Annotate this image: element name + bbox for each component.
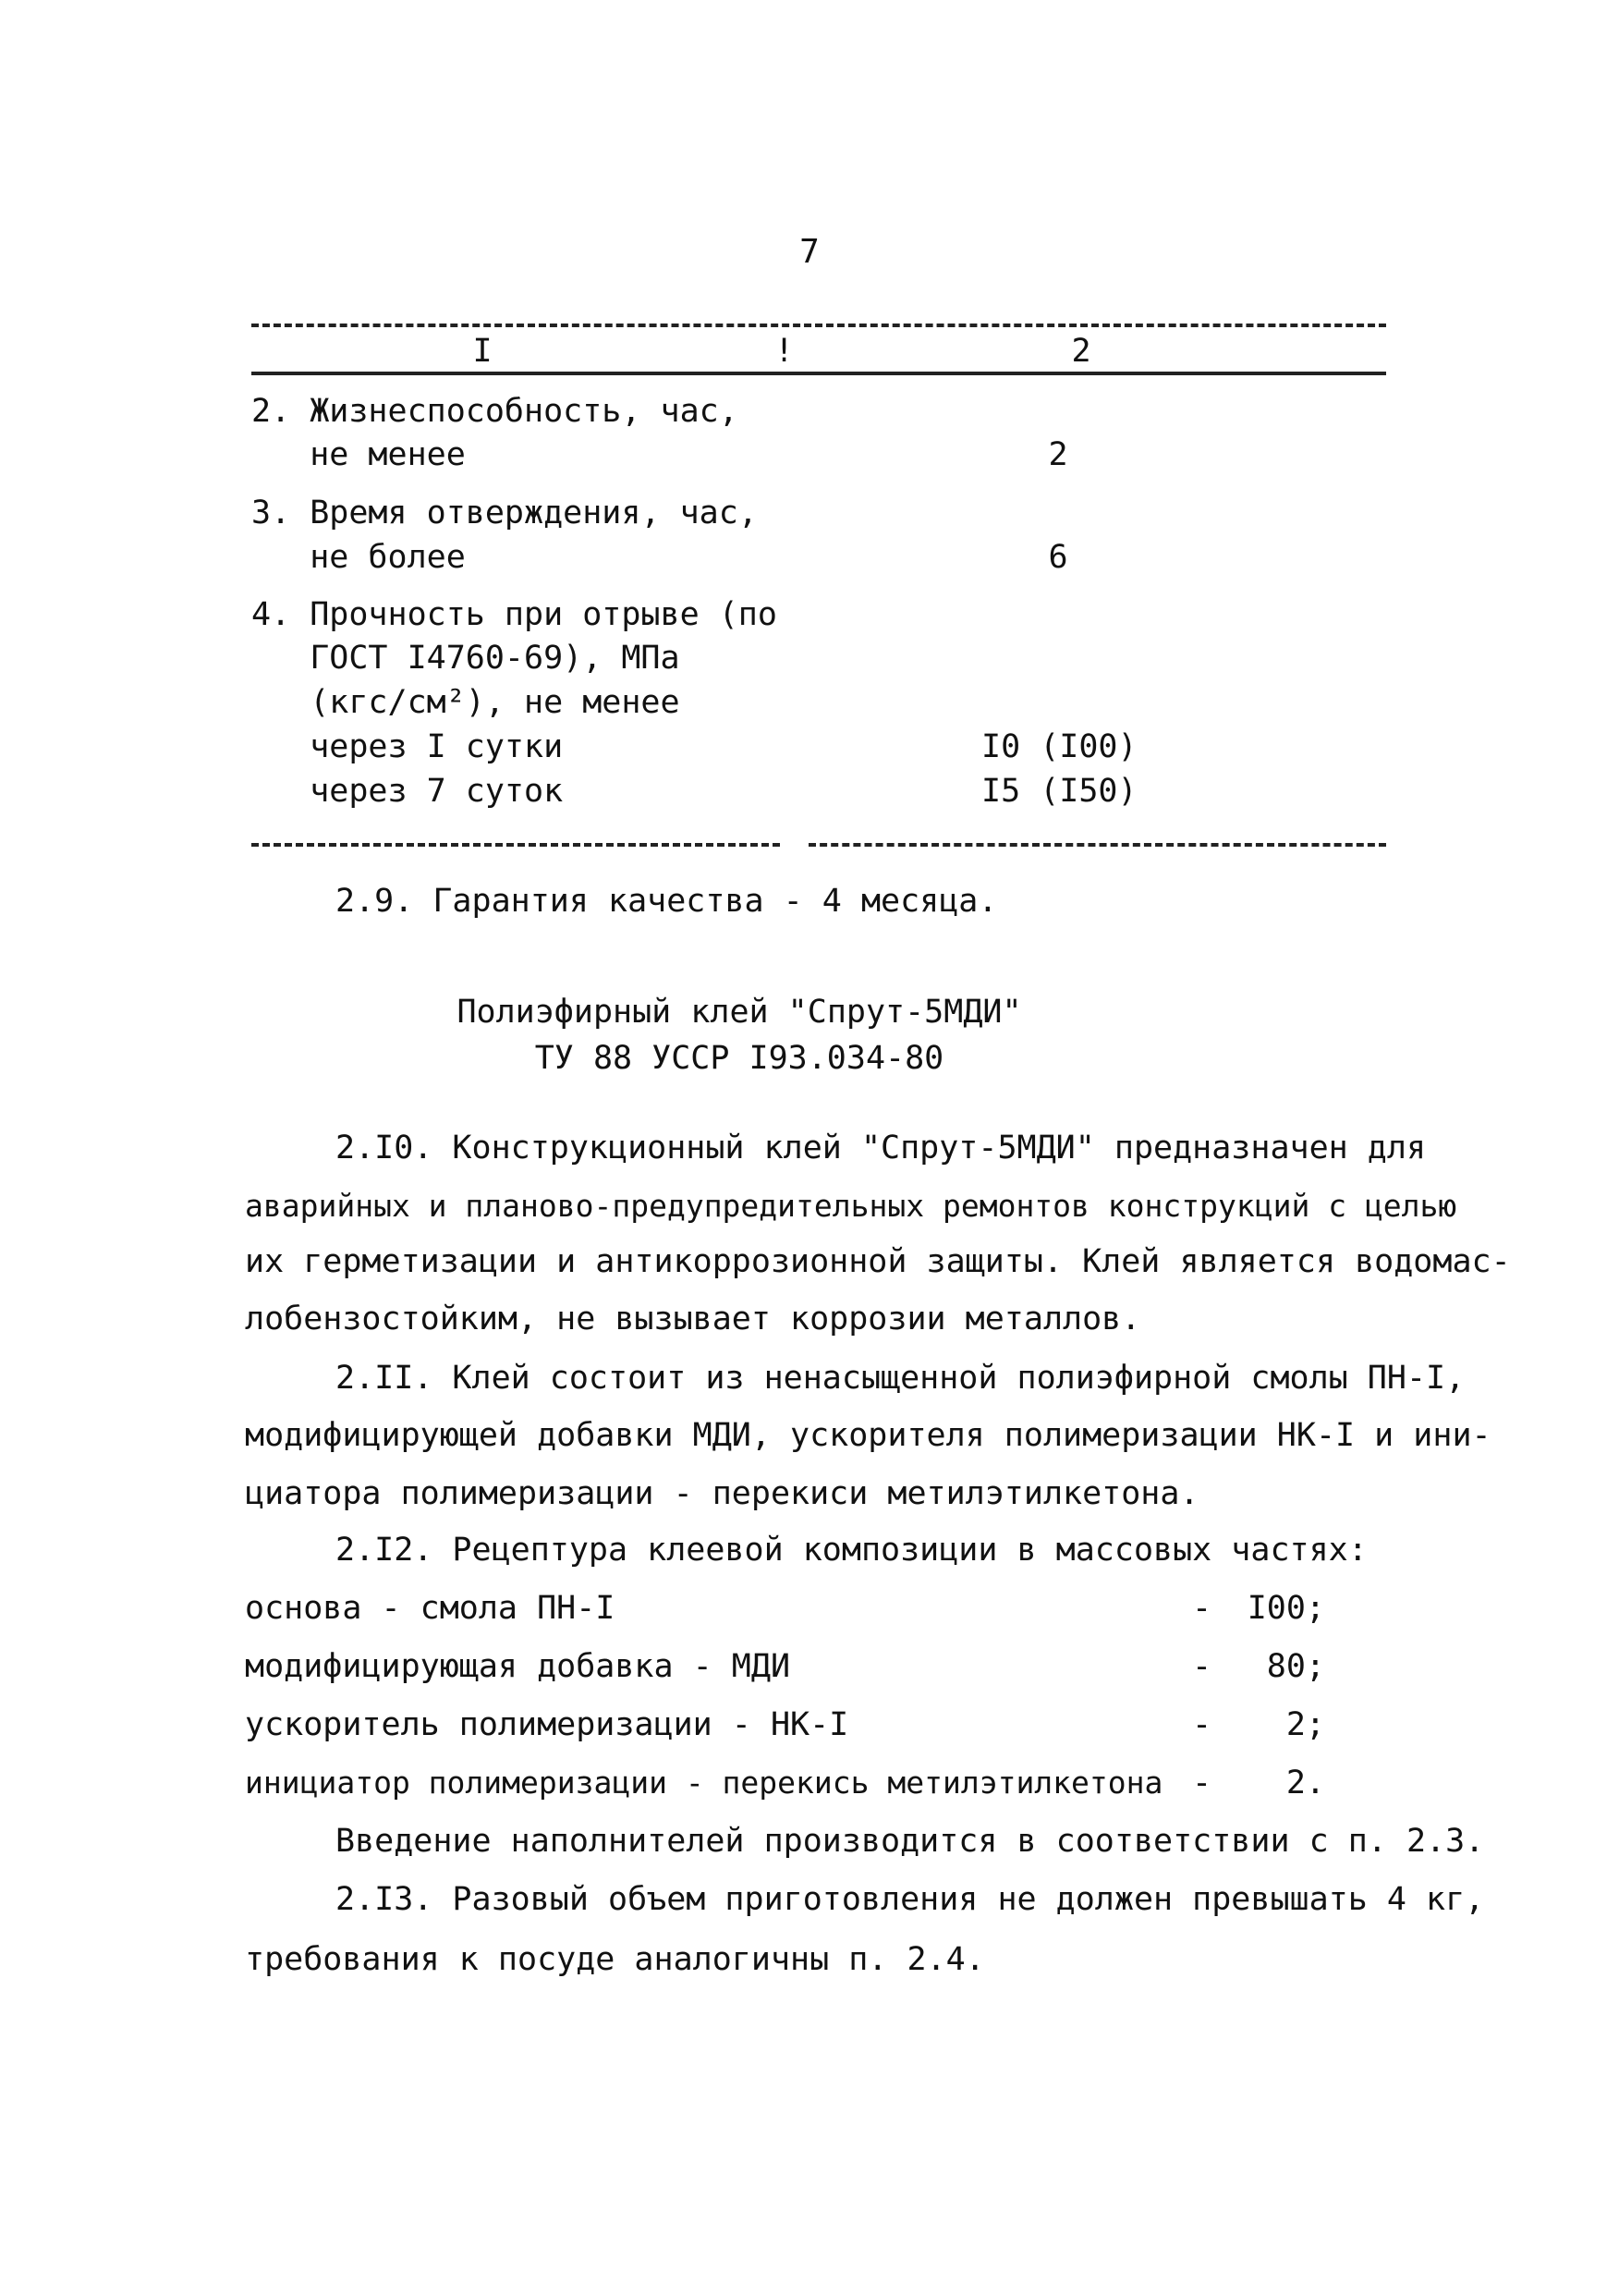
recipe-item-4-name: инициатор полимеризации - перекись метилэтилкетона <box>245 1765 1163 1801</box>
recipe-item-2-name: модифицирующая добавка - МДИ <box>245 1648 791 1685</box>
table-row-3-line-3: (кгс/см²), не менее <box>251 684 680 721</box>
paragraph-2-13-line-2: требования к посуде аналогичны п. 2.4. <box>245 1941 985 1978</box>
table-row-3-line-1: 4. Прочность при отрыве (по <box>251 596 777 633</box>
table-row-2-line-1: 3. Время отверждения, час, <box>251 495 758 531</box>
section-heading-line-2: ТУ 88 УССР I93.034-80 <box>534 1040 944 1077</box>
paragraph-2-10-line-3: их герметизации и антикоррозионной защиты. Клей является водомас- <box>245 1243 1511 1280</box>
table-row-5-value: I5 (I50) <box>981 773 1138 810</box>
recipe-item-4-amount: 2. <box>1285 1765 1325 1801</box>
paragraph-2-11-line-3: циатора полимеризации - перекиси метилэтилкетона. <box>245 1475 1199 1512</box>
table-row-2-line-2: не более <box>251 539 466 576</box>
table-row-4-value: I0 (I00) <box>981 728 1138 765</box>
table-bottom-rule-right <box>809 843 1386 847</box>
table-row-1-line-1: 2. Жизнеспособность, час, <box>251 393 738 430</box>
table-bottom-rule-left <box>251 843 780 847</box>
recipe-item-1-amount: I00; <box>1247 1590 1325 1627</box>
table-header-col1: I <box>472 333 493 370</box>
recipe-item-2-dash: - <box>1192 1648 1212 1685</box>
table-row-5-label: через 7 суток <box>251 773 564 810</box>
table-header-col2: 2 <box>1071 333 1091 370</box>
paragraph-2-9: 2.9. Гарантия качества - 4 месяца. <box>335 883 998 920</box>
recipe-item-4-dash: - <box>1192 1765 1212 1801</box>
section-heading-line-1: Полиэфирный клей "Спрут-5МДИ" <box>456 994 1022 1031</box>
table-header-separator: ! <box>774 333 795 370</box>
paragraph-2-12: 2.I2. Рецептура клеевой композиции в массовых частях: <box>335 1532 1368 1569</box>
paragraph-2-11-line-2: модифицирующей добавки МДИ, ускорителя полимеризации НК-I и ини- <box>245 1417 1491 1454</box>
table-top-rule <box>251 324 1386 327</box>
recipe-item-3-dash: - <box>1192 1706 1212 1743</box>
table-row-3-line-2: ГОСТ I4760-69), МПа <box>251 640 680 677</box>
recipe-item-1-dash: - <box>1192 1590 1212 1627</box>
paragraph-2-10-line-1: 2.I0. Конструкционный клей "Спрут-5МДИ" предназначен для <box>335 1130 1427 1166</box>
recipe-item-3-amount: 2; <box>1285 1706 1325 1743</box>
page-number: 7 <box>799 233 820 271</box>
table-header-rule <box>251 372 1386 375</box>
paragraph-fillers: Введение наполнителей производится в соответствии с п. 2.3. <box>335 1823 1485 1860</box>
paragraph-2-11-line-1: 2.II. Клей состоит из ненасыщенной полиэфирной смолы ПН-I, <box>335 1360 1466 1397</box>
recipe-item-3-name: ускоритель полимеризации - НК-I <box>245 1706 849 1743</box>
recipe-item-2-amount: 80; <box>1266 1648 1325 1685</box>
paragraph-2-13-line-1: 2.I3. Разовый объем приготовления не должен превышать 4 кг, <box>335 1881 1485 1918</box>
recipe-item-1-name: основа - смола ПН-I <box>245 1590 615 1627</box>
table-row-1-value: 2 <box>1048 436 1068 473</box>
table-row-4-label: через I сутки <box>251 728 564 765</box>
table-row-2-value: 6 <box>1048 539 1068 576</box>
paragraph-2-10-line-2: аварийных и планово-предупредительных ремонтов конструкций с целью <box>245 1188 1457 1224</box>
paragraph-2-10-line-4: лобензостойким, не вызывает коррозии металлов. <box>245 1301 1141 1337</box>
table-row-1-line-2: не менее <box>251 436 466 473</box>
